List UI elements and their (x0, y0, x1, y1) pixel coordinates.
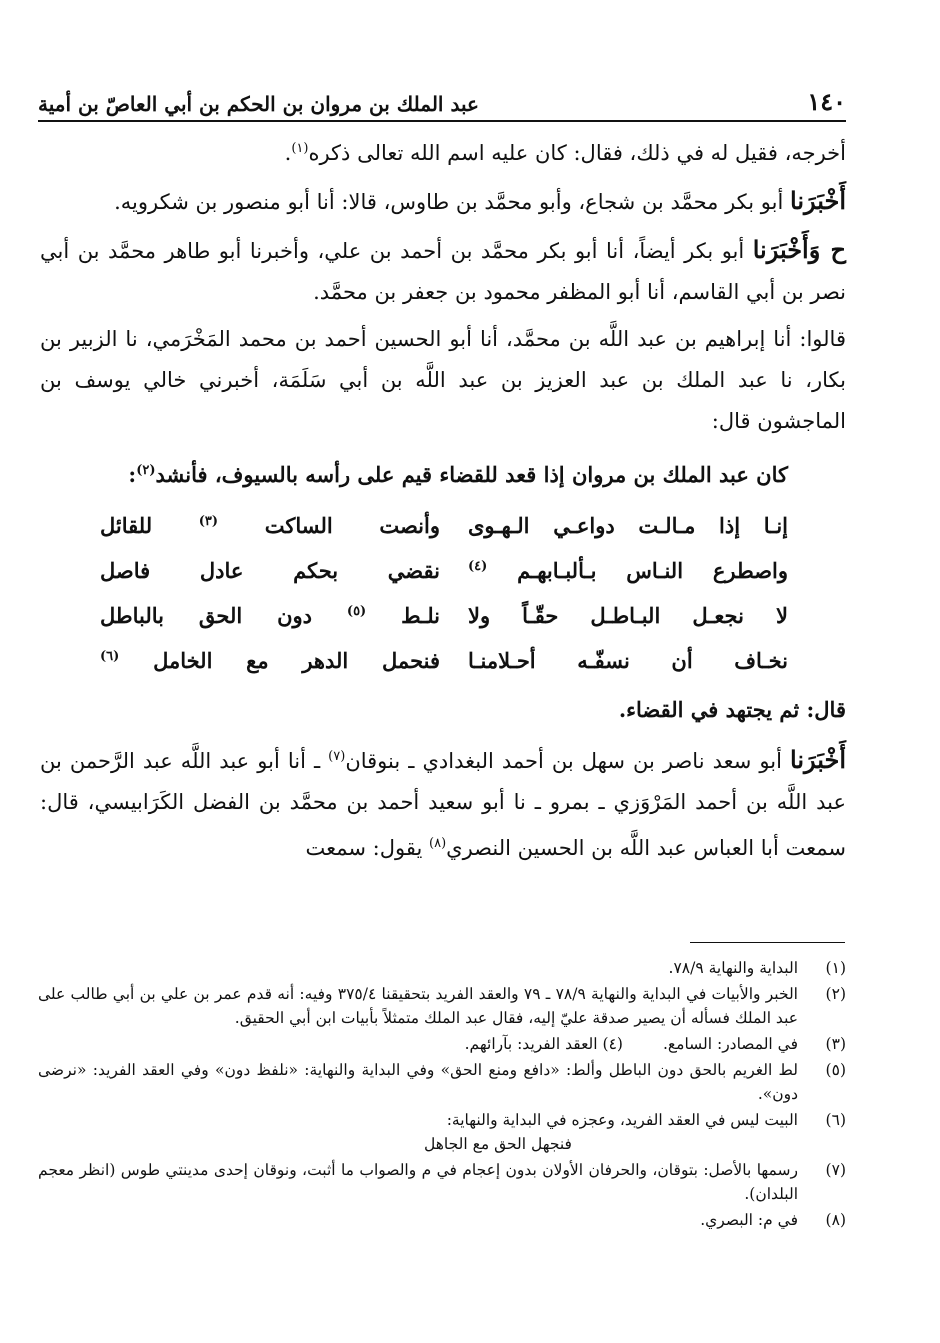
hemistich-text: نلـط (401, 603, 440, 628)
paragraph-4-text: قالوا: أنا إبراهيم بن عبد اللَّه بن محمَّد، أنا أبو الحسين أحمد بن محمد المَخْرَمي، نا الزبير بن بكار، نا عبد الملك بن عبد العزيز بن عبد اللَّه بن أبي سَلَمَة، أخبرني خالي يوسف بن الماجشون قال: (40, 327, 846, 433)
footnote (38, 1208, 846, 1232)
footnote (38, 1058, 846, 1106)
paragraph-5-text: قال: ثم يجتهد في القضاء. (618, 697, 846, 722)
footnote (38, 1108, 846, 1156)
footnote-number: (٨) (825, 1211, 846, 1229)
hemistich-text: وأنصت الساكت (264, 513, 440, 538)
header-rule (38, 120, 846, 122)
verse (40, 503, 846, 548)
footnote-separator (690, 942, 845, 943)
verse (40, 548, 846, 593)
footnote-text-part: البيت ليس في العقد الفريد، وعجزه في البداية والنهاية: (446, 1111, 798, 1129)
footnote-text: الخبر والأبيات في البداية والنهاية ٧٨/٩ ـ ٧٩ والعقد الفريد بتحقيقنا ٣٧٥/٤ وفيه: أنه قدم عمر بن علي بن أبي طالب على عبد الملك فسأله أن يصير صدقة عليّ إليه، فقال عبد الملك متمثلاً بأبيات ابن أبي الحقيق. (38, 985, 798, 1027)
verse-second-hemistich (100, 603, 440, 628)
paragraph-3-text: أبو بكر أيضاً، أنا أبو بكر محمَّد بن أحمد بن علي، وأخبرنا أبو طاهر محمَّد بن أبي نصر بن أبي القاسم، أنا أبو المظفر محمود بن جعفر بن محمَّد. (40, 239, 846, 304)
footnote-ref-5: (٥) (346, 604, 367, 619)
footnote-ref-4: (٤) (468, 559, 488, 574)
footnote-text: رسمها بالأصل: بتوقان، والحرفان الأولان بدون إعجام في م والصواب ما أثبت، ونوقان إحدى مدينتي طوس (انظر معجم البلدان). (38, 1161, 798, 1203)
footnote (38, 1032, 846, 1056)
footnote (38, 1158, 846, 1206)
footnote-text (38, 1108, 798, 1156)
paragraph-6 (40, 736, 846, 869)
footnote-text: لط الغريم بالحق دون الباطل وألط: «دافع ومنع الحق» وفي البداية والنهاية: «نلفظ دون» وفي العقد الفريد: «نرضى دون». (38, 1061, 798, 1103)
hemistich-end: دون الحق بالباطل (100, 603, 347, 628)
footnote-text-part: في المصادر: السامع. (662, 1035, 798, 1053)
poem-intro-text: كان عبد الملك بن مروان إذا قعد للقضاء قيم على رأسه بالسيوف، فأنشد (155, 462, 788, 487)
footnote-ref-7: (٧) (328, 749, 346, 764)
footnote (38, 982, 846, 1030)
verse-second-hemistich (100, 513, 440, 538)
footnote-ref-8: (٨) (429, 836, 447, 851)
poem-intro (40, 450, 846, 495)
hemistich-text: واصطرع النـاس بـألبـابهـم (517, 558, 788, 583)
akhbarana-keyword: ح وَأَخْبَرَنا (752, 235, 846, 264)
paragraph-3 (40, 229, 846, 313)
akhbarana-keyword: أَخْبَرَنا (790, 186, 846, 215)
paragraph-1 (40, 128, 846, 174)
verse-second-hemistich: نقضي بحكم عادل فاصل (100, 558, 440, 583)
poem-intro-end: : (128, 462, 137, 487)
footnote-number: (١) (825, 959, 846, 977)
verse (40, 593, 846, 638)
footnote-number: (٢) (825, 985, 846, 1003)
page-number: ١٤٠ (807, 87, 846, 116)
paragraph-6-text-a: أبو سعد ناصر بن سهل بن أحمد البغدادي ـ بنوقان (345, 749, 782, 773)
poem (40, 503, 846, 683)
paragraph-2-text: أبو بكر محمَّد بن شجاع، وأبو محمَّد بن طاوس، قالا: أنا أبو منصور بن شكرويه. (114, 190, 784, 214)
paragraph-4 (40, 319, 846, 442)
footnote-ref-3: (٣) (198, 514, 219, 529)
paragraph-1-end: . (284, 141, 292, 165)
footnote-number: (٧) (825, 1161, 846, 1179)
verse-second-hemistich (100, 648, 440, 673)
footnote-ref-6: (٦) (100, 649, 120, 664)
footnote-number: (٥) (825, 1061, 846, 1079)
paragraph-6-text-b: ـ أنا أبو عبد اللَّه عبد الرَّحمن بن عبد اللَّه بن أحمد المَرْوَزي ـ بمرو ـ نا أبو سعيد أحمد بن محمَّد بن الفضل الكَرَابيسي، قال: سمعت أبا العباس عبد اللَّه بن الحسين النصري (40, 749, 846, 860)
footnote-number: (٦) (825, 1111, 846, 1129)
hemistich-end: للقائل (100, 513, 199, 538)
main-text (40, 128, 846, 869)
footnote-number: (٤) (602, 1035, 623, 1053)
verse-first-hemistich (468, 558, 788, 583)
hemistich-text: فنحمل الدهر مع الخامل (153, 648, 441, 673)
paragraph-5 (40, 689, 846, 730)
paragraph-2 (40, 180, 846, 223)
verse-first-hemistich: إنـا إذا مـالـت دواعـي الـهـوى (468, 513, 788, 538)
footnote-text: في م: البصري. (700, 1211, 798, 1229)
footnote-text: البداية والنهاية ٧٨/٩. (668, 959, 798, 977)
footnotes (38, 956, 846, 1234)
footnote-ref-1: (١) (291, 141, 309, 156)
footnote (38, 956, 846, 980)
verse (40, 638, 846, 683)
footnote-text-part: العقد الفريد: بآرائهم. (464, 1035, 598, 1053)
footnote-text (38, 1032, 798, 1056)
akhbarana-keyword: أَخْبَرَنا (790, 745, 846, 774)
verse-first-hemistich: نخـاف أن نسفّـه أحـلامنـا (468, 648, 788, 673)
verse-first-hemistich: لا نجعـل البـاطـل حقّـاً ولا (468, 603, 788, 628)
footnote-number: (٣) (825, 1035, 846, 1053)
paragraph-6-text-c: يقول: سمعت (305, 836, 430, 860)
footnote-ref-2: (٢) (136, 463, 156, 478)
page-header (38, 82, 846, 116)
footnote-verse: فنجهل الحق مع الجاهل (424, 1135, 572, 1153)
footnote-inline-4 (465, 1032, 623, 1056)
running-title: عبد الملك بن مروان بن الحكم بن أبي العاصّ بن أمية (38, 92, 479, 116)
paragraph-1-text: أخرجه، فقيل له في ذلك، فقال: كان عليه اسم الله تعالى ذكره (308, 141, 846, 165)
